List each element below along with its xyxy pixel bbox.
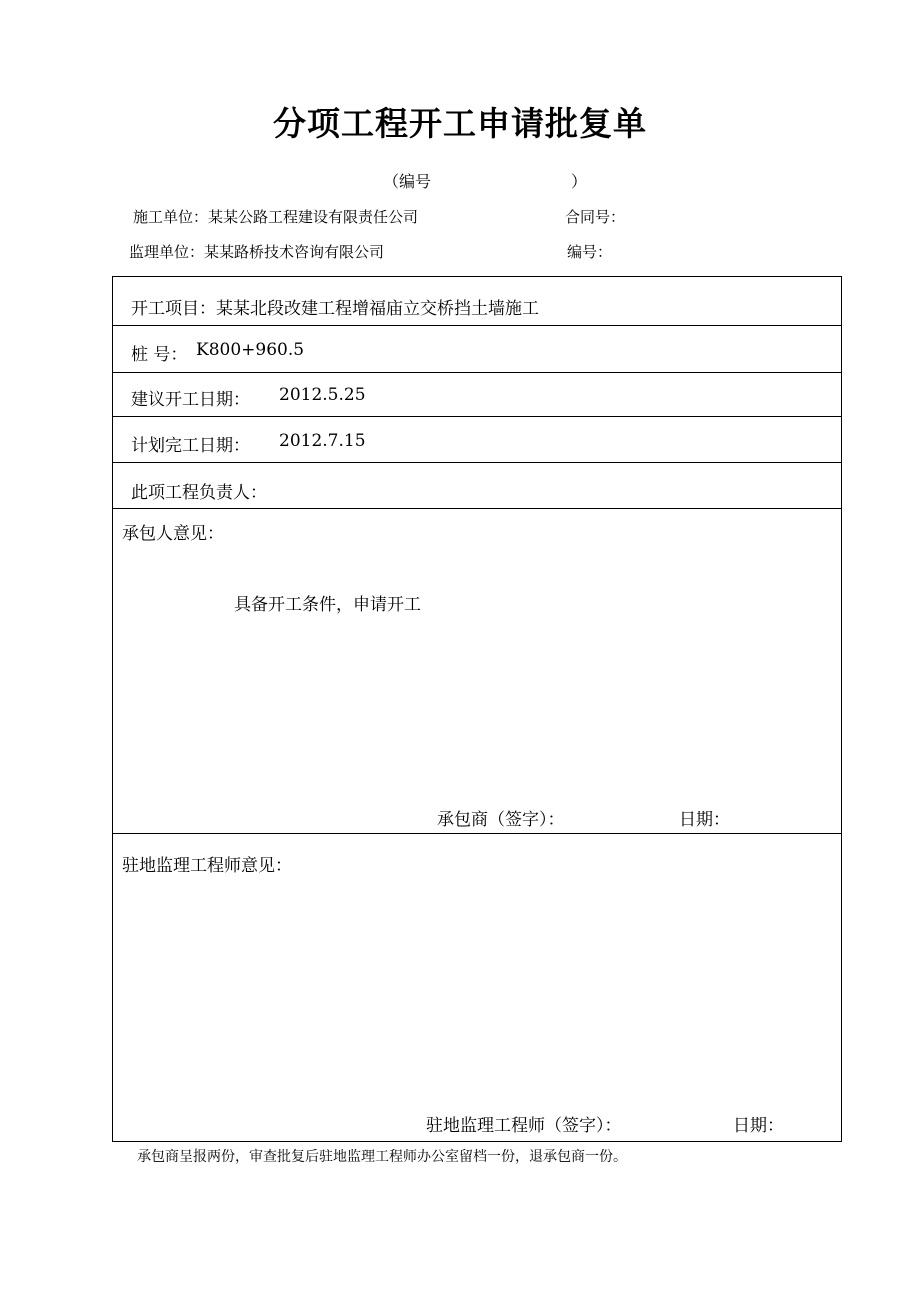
engineer-date-label: 日期： bbox=[733, 1116, 784, 1136]
station-row bbox=[113, 326, 841, 373]
start-date-label: 建议开工日期： bbox=[131, 390, 250, 410]
station-label: 桩 号： bbox=[131, 345, 188, 365]
supervisor-value: 某某路桥技术咨询有限公司 bbox=[204, 243, 385, 261]
contractor-opinion-section bbox=[113, 509, 841, 834]
project-row bbox=[113, 277, 841, 326]
supervision-unit bbox=[129, 241, 384, 262]
engineer-opinion-section bbox=[113, 834, 841, 1141]
contractor-value: 某某公路工程建设有限责任公司 bbox=[208, 208, 419, 226]
document-number-label: 编号： bbox=[567, 243, 613, 261]
contractor-date-label: 日期： bbox=[679, 810, 730, 830]
contract-number-label: 合同号： bbox=[565, 208, 626, 226]
station-value: K800+960.5 bbox=[196, 340, 305, 360]
start-date-value: 2012.5.25 bbox=[279, 385, 366, 405]
finish-date-label: 计划完工日期： bbox=[131, 436, 250, 456]
footnote: 承包商呈报两份，审查批复后驻地监理工程师办公室留档一份，退承包商一份。 bbox=[137, 1149, 627, 1165]
contractor-signature-label: 承包商（签字）： bbox=[437, 810, 565, 830]
manager-label: 此项工程负责人： bbox=[131, 483, 267, 503]
serial-number-line bbox=[383, 169, 587, 192]
engineer-signature-label: 驻地监理工程师（签字）： bbox=[426, 1116, 622, 1136]
project-value: 某某北段改建工程增福庙立交桥挡土墙施工 bbox=[216, 299, 539, 319]
document-title: 分项工程开工申请批复单 bbox=[273, 104, 647, 143]
finish-date-row bbox=[113, 417, 841, 463]
contractor-opinion-heading: 承包人意见： bbox=[122, 524, 224, 544]
engineer-opinion-heading: 驻地监理工程师意见： bbox=[122, 856, 292, 876]
supervisor-label: 监理单位： bbox=[129, 243, 205, 261]
project-label: 开工项目： bbox=[131, 299, 216, 319]
manager-row bbox=[113, 463, 841, 509]
contractor-unit bbox=[133, 206, 418, 227]
contractor-opinion-body: 具备开工条件，申请开工 bbox=[234, 595, 421, 615]
serial-open: （编号 bbox=[383, 172, 432, 191]
finish-date-value: 2012.7.15 bbox=[279, 431, 366, 451]
serial-close: ） bbox=[571, 172, 588, 191]
contractor-label: 施工单位： bbox=[133, 208, 209, 226]
start-date-row bbox=[113, 373, 841, 417]
application-form bbox=[112, 276, 842, 1142]
